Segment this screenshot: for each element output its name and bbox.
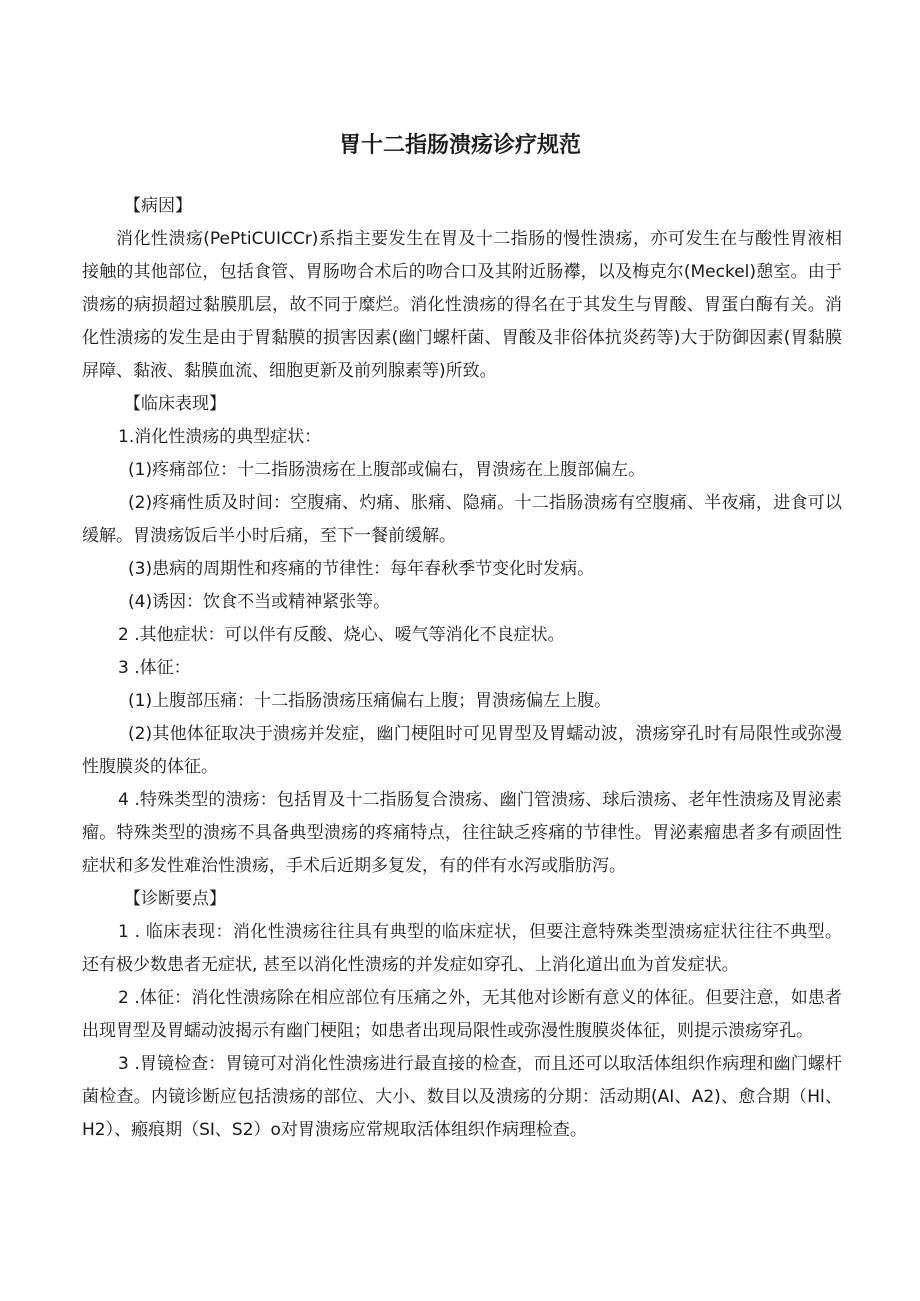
- sign-item: (1)上腹部压痛：十二指肠溃疡压痛偏右上腹；胃溃疡偏左上腹。: [128, 691, 612, 711]
- other-symptoms: 2 .其他症状：可以伴有反酸、烧心、嗳气等消化不良症状。: [118, 625, 565, 645]
- typical-symptom-item: (1)疼痛部位：十二指肠溃疡在上腹部或偏右，胃溃疡在上腹部偏左。: [128, 460, 646, 480]
- typical-symptoms-title: 1.消化性溃疡的典型症状：: [118, 427, 322, 447]
- section-heading-clinical: 【临床表现】: [124, 394, 226, 414]
- typical-symptom-item: (2)疼痛性质及时间：空腹痛、灼痛、胀痛、隐痛。十二指肠溃疡有空腹痛、半夜痛，进食可以缓解。胃溃疡饭后半小时后痛，至下一餐前缓解。: [82, 493, 842, 546]
- diagnosis-item: 1 . 临床表现：消化性溃疡往往具有典型的临床症状，但要注意特殊类型溃疡症状往往不典型。还有极少数患者无症状, 甚至以消化性溃疡的并发症如穿孔、上消化道出血为首发症状。: [82, 922, 842, 975]
- diagnosis-item: 2 .体征：消化性溃疡除在相应部位有压痛之外，无其他对诊断有意义的体征。但要注意，如患者出现胃型及胃蠕动波揭示有幽门梗阻；如患者出现局限性或弥漫性腹膜炎体征，则提示溃疡穿孔。: [82, 988, 842, 1041]
- etiology-paragraph: 消化性溃疡(PePtiCUICCr)系指主要发生在胃及十二指肠的慢性溃疡，亦可发生在与酸性胃液相接触的其他部位，包括食管、胃肠吻合术后的吻合口及其附近肠襻，以及梅克尔(Meckel)憩室。由于溃疡的病损超过黏膜肌层，故不同于糜烂。消化性溃疡的得名在于其发生与胃酸、胃蛋白酶有关。消化性溃疡的发生是由于胃黏膜的损害因素(幽门螺杆菌、胃酸及非俗体抗炎药等)大于防御因素(胃黏膜屏障、黏液、黏膜血流、细胞更新及前列腺素等)所致。: [82, 229, 842, 381]
- special-ulcer-types: 4 .特殊类型的溃疡：包括胃及十二指肠复合溃疡、幽门管溃疡、球后溃疡、老年性溃疡及胃泌素瘤。特殊类型的溃疡不具备典型溃疡的疼痛特点，往往缺乏疼痛的节律性。胃泌素瘤患者多有顽固性症状和多发性难治性溃疡，手术后近期多复发，有的伴有水泻或脂肪泻。: [82, 790, 842, 876]
- typical-symptom-item: (4)诱因：饮食不当或精神紧张等。: [128, 592, 391, 612]
- signs-title: 3 .体征：: [118, 658, 191, 678]
- document-title: 胃十二指肠溃疡诊疗规范: [338, 133, 581, 158]
- sign-item: (2)其他体征取决于溃疡并发症，幽门梗阻时可见胃型及胃蠕动波，溃疡穿孔时有局限性或弥漫性腹膜炎的体征。: [82, 724, 842, 777]
- typical-symptom-item: (3)患病的周期性和疼痛的节律性：每年春秋季节变化时发病。: [128, 559, 595, 579]
- section-heading-etiology: 【病因】: [124, 196, 192, 216]
- diagnosis-item: 3 .胃镜检查：胃镜可对消化性溃疡进行最直接的检查，而且还可以取活体组织作病理和幽门螺杆菌检查。内镜诊断应包括溃疡的部位、大小、数目以及溃疡的分期：活动期(AI、A2)、愈合期（Hl、H2）、瘢痕期（SI、S2）o对胃溃疡应常规取活体组织作病理检查。: [82, 1054, 842, 1140]
- document-body: [82, 190, 842, 1147]
- section-heading-diagnosis: 【诊断要点】: [124, 889, 226, 909]
